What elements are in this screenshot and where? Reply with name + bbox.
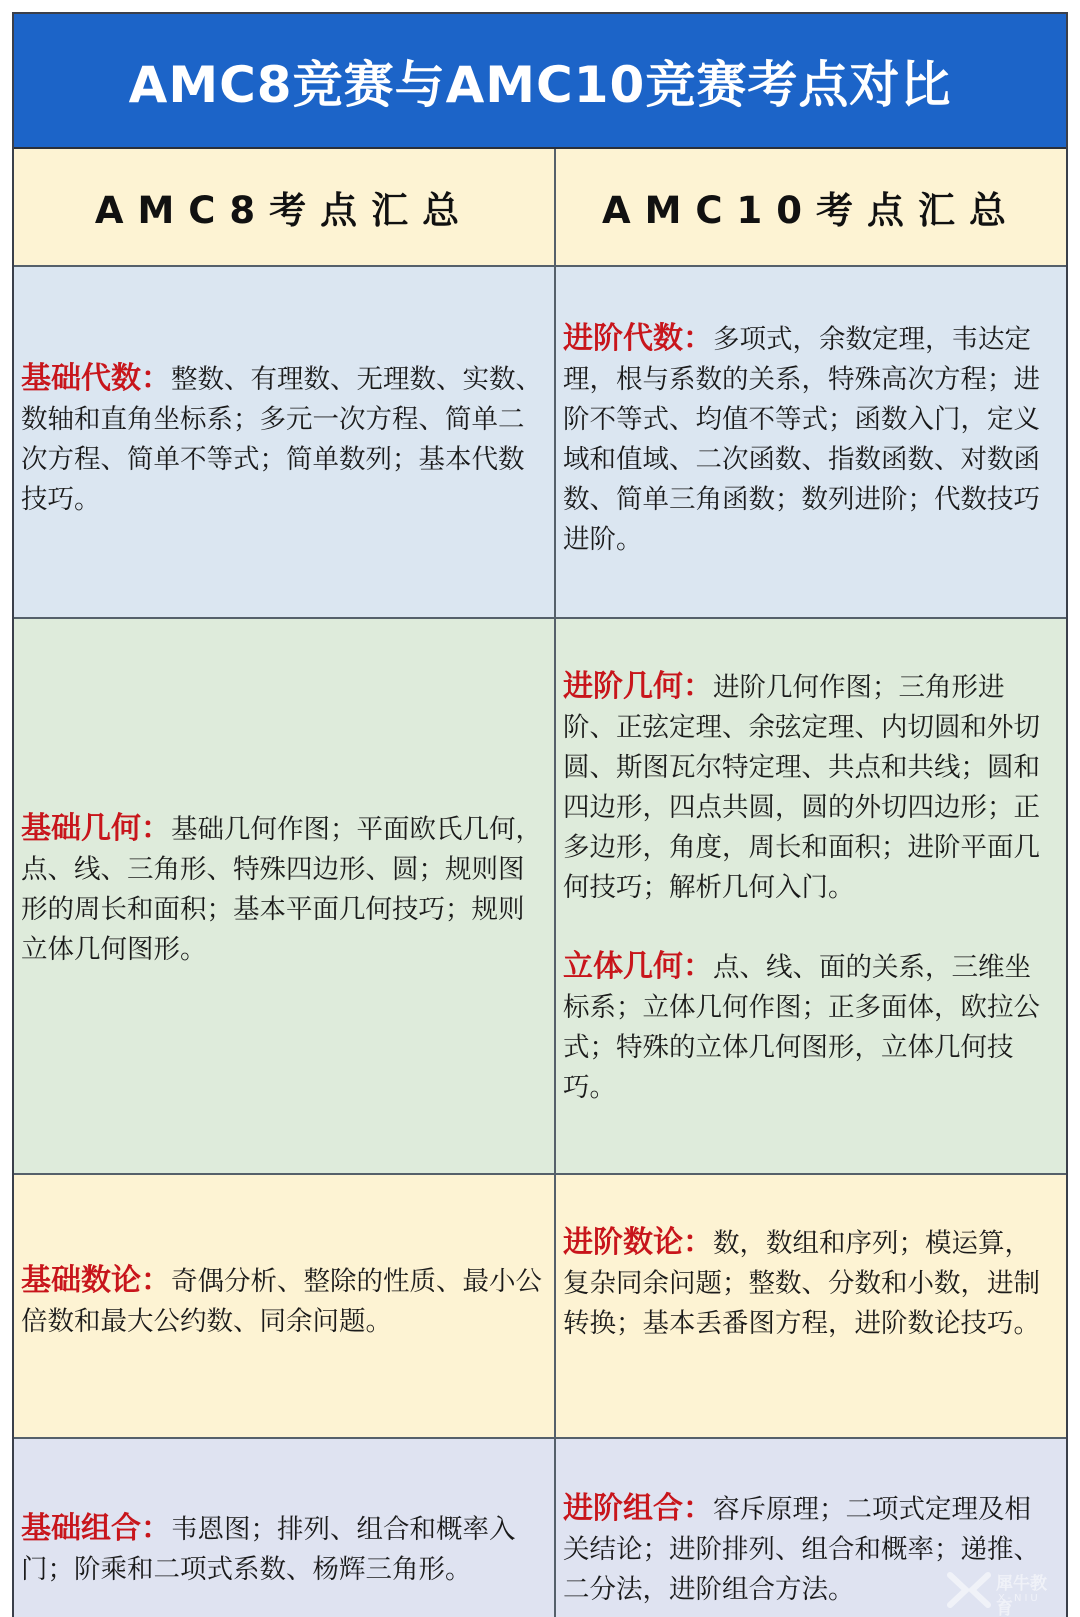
cell-amc10-geometry [556,619,1066,1173]
header-cell-amc10 [556,149,1066,265]
cell-amc8-algebra [14,267,556,617]
watermark-subtext: X-NIU [998,1593,1041,1604]
label-basic-combinatorics: 基础组合： [21,1511,171,1546]
watermark-text: 犀牛教育 [996,1574,1047,1617]
text-basic-geometry: 基础几何作图；平面欧氏几何，点、线、三角形、特殊四边形、圆；规则图形的周长和面积；基本平面几何技巧；规则立体几何图形。 [21,814,542,965]
cell-amc10-combinatorics [556,1439,1066,1617]
header-row [14,149,1066,267]
cell-amc10-number-theory [556,1175,1066,1437]
cell-amc8-number-theory [14,1175,556,1437]
cell-amc10-algebra [556,267,1066,617]
comparison-table [12,12,1068,1617]
label-advanced-combinatorics: 进阶组合： [563,1491,713,1526]
row-combinatorics [14,1439,1066,1617]
page-title: AMC8竞赛与AMC10竞赛考点对比 [128,55,952,114]
text-advanced-combinatorics: 容斥原理；二项式定理及相关结论；进阶排列、组合和概率；递推、二分法，进阶组合方法。 [563,1494,1040,1605]
text-advanced-algebra: 多项式，余数定理，韦达定理，根与系数的关系，特殊高次方程；进阶不等式、均值不等式；函数入门，定义域和值域、二次函数、指数函数、对数函数、简单三角函数；数列进阶；代数技巧进阶。 [563,324,1040,555]
label-advanced-geometry: 进阶几何： [563,669,713,704]
text-solid-geometry: 点、线、面的关系，三维坐标系；立体几何作图；正多面体，欧拉公式；特殊的立体几何图形，立体几何技巧。 [563,952,1040,1103]
label-basic-geometry: 基础几何： [21,811,171,846]
text-advanced-geometry: 进阶几何作图；三角形进阶、正弦定理、余弦定理、内切圆和外切圆、斯图瓦尔特定理、共点和共线；圆和四边形，四点共圆，圆的外切四边形；正多边形，角度，周长和面积；进阶平面几何技巧；解析几何入门。 [563,672,1040,903]
text-basic-number-theory: 奇偶分析、整除的性质、最小公倍数和最大公约数、同余问题。 [21,1266,542,1337]
label-solid-geometry: 立体几何： [563,949,713,984]
title-bar [14,14,1066,149]
rhino-logo-icon [944,1565,994,1615]
row-algebra [14,267,1066,619]
row-number-theory [14,1175,1066,1439]
cell-amc8-combinatorics [14,1439,556,1617]
text-advanced-number-theory: 数，数组和序列；模运算，复杂同余问题；整数、分数和小数，进制转换；基本丢番图方程，进阶数论技巧。 [563,1228,1040,1339]
label-advanced-number-theory: 进阶数论： [563,1225,713,1260]
cell-amc8-geometry [14,619,556,1173]
text-basic-combinatorics: 韦恩图；排列、组合和概率入门；阶乘和二项式系数、杨辉三角形。 [21,1514,516,1585]
label-basic-algebra: 基础代数： [21,361,171,396]
row-geometry [14,619,1066,1175]
label-basic-number-theory: 基础数论： [21,1263,171,1298]
label-advanced-algebra: 进阶代数： [563,321,713,356]
header-amc8: AMC8考点汇总 [94,189,474,232]
header-cell-amc8 [14,149,556,265]
header-amc10: AMC10考点汇总 [601,189,1021,232]
text-basic-algebra: 整数、有理数、无理数、实数、数轴和直角坐标系；多元一次方程、简单二次方程、简单不等式；简单数列；基本代数技巧。 [21,364,542,515]
watermark-logo [944,1565,1062,1617]
